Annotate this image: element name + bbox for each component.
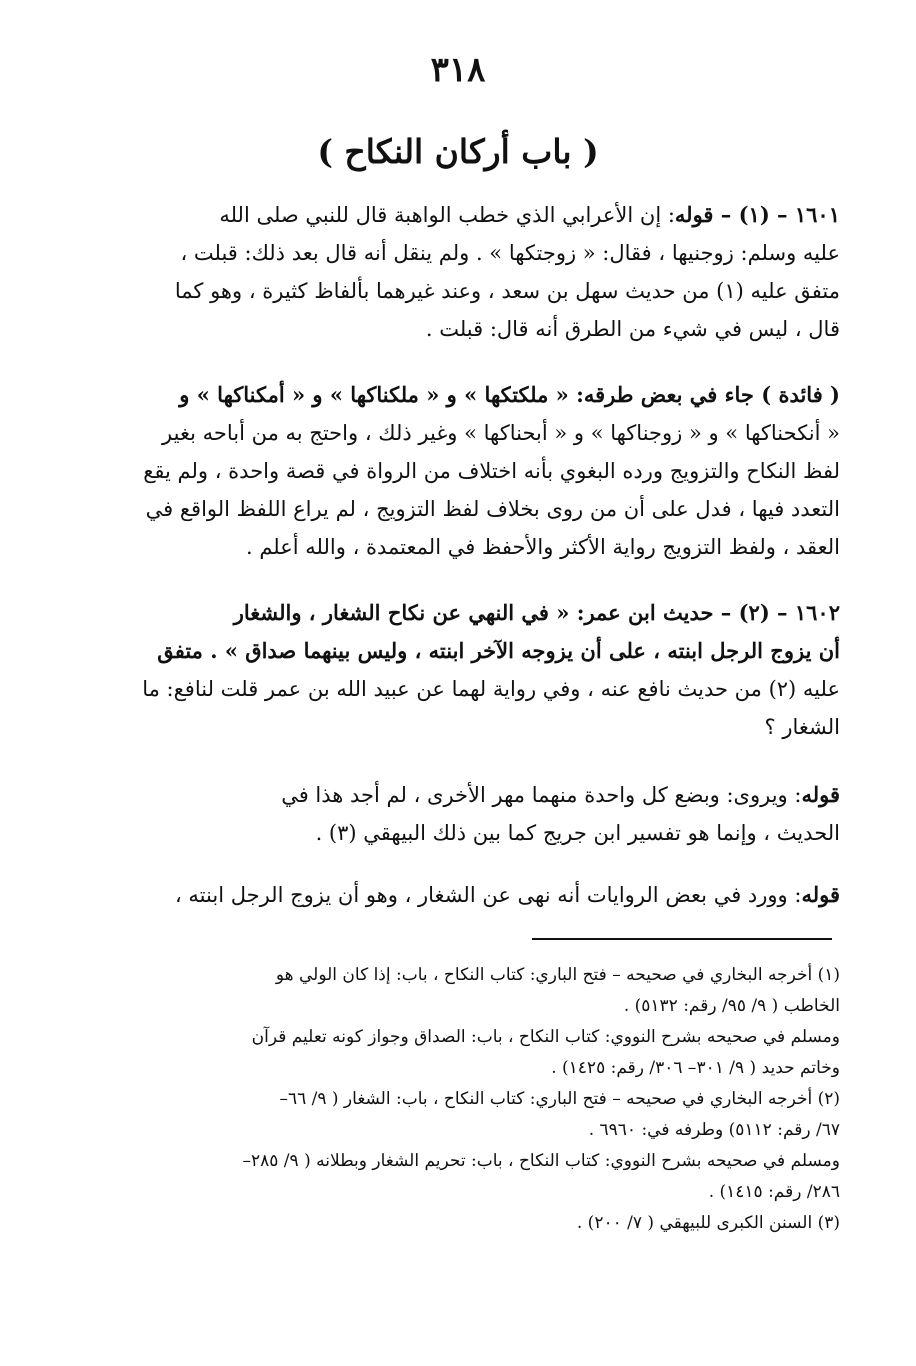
hadith-1601-line-3: متفق عليه (١) من حديث سهل بن سعد ، وعند غيرهما بألفاظ كثيرة ، وهو كما — [174, 279, 840, 303]
hadith-1602-line-2: أن يزوج الرجل ابنته ، على أن يزوجه الآخر ابنته ، وليس بينهما صداق » . متفق — [157, 638, 840, 663]
qawluh-2-line-1: : وورد في بعض الروايات أنه نهى عن الشغار ، وهو أن يزوج الرجل ابنته ، — [174, 883, 802, 907]
qawluh-paragraph-1 — [62, 776, 840, 852]
hadith-1601-line-1: : إن الأعرابي الذي خطب الواهبة قال للنبي صلى الله — [219, 203, 675, 227]
footnotes — [62, 960, 840, 1239]
page-number: ٣١٨ — [430, 50, 486, 90]
faida-line-5: العقد ، ولفظ التزويج رواية الأكثر والأحفظ في المعتمدة ، والله أعلم . — [245, 535, 840, 559]
faida-line-3: لفظ النكاح والتزويج ورده البغوي بأنه اختلاف من الرواة في قصة واحدة ، ولم يقع — [143, 459, 840, 483]
hadith-1602 — [62, 594, 840, 746]
hadith-1601 — [62, 196, 840, 348]
footnote-line: ومسلم في صحيحه بشرح النووي: كتاب النكاح ، باب: تحريم الشغار وبطلانه ( ٩/ ٢٨٥– — [242, 1151, 840, 1171]
hadith-1601-lead: ١٦٠١ – (١) – قوله — [674, 202, 840, 227]
footnote-line: ٦٧/ رقم: ٥١١٢) وطرفه في: ٦٩٦٠ . — [588, 1120, 840, 1140]
qawluh-1-line-1: : ويروى: وبضع كل واحدة منهما مهر الأخرى ، لم أجد هذا في — [281, 783, 802, 807]
faida-line-2: « أنكحناكها » و « زوجناكها » و « أبحناكها » وغير ذلك ، واحتج به من أباحه بغير — [162, 421, 840, 445]
footnote-line: وخاتم حديد ( ٩/ ٣٠١– ٣٠٦/ رقم: ١٤٢٥) . — [551, 1058, 840, 1078]
qawluh-1-lead: قوله — [801, 782, 840, 807]
qawluh-paragraph-2 — [62, 876, 840, 914]
footnote-line: (١) أخرجه البخاري في صحيحه – فتح الباري: كتاب النكاح ، باب: إذا كان الولي هو — [275, 965, 840, 985]
faida-line-4: التعدد فيها ، فدل على أن من روى بخلاف لفظ التزويج ، لم يراع اللفظ الواقع في — [145, 497, 840, 521]
hadith-1602-line-1: ١٦٠٢ – (٢) – حديث ابن عمر: « في النهي عن نكاح الشغار ، والشغار — [233, 600, 840, 625]
footnote-line: (٣) السنن الكبرى للبيهقي ( ٧/ ٢٠٠) . — [576, 1213, 840, 1233]
faida-paragraph — [62, 376, 840, 566]
footnote-line: الخاطب ( ٩/ ٩٥/ رقم: ٥١٣٢) . — [623, 996, 840, 1016]
qawluh-1-line-2: الحديث ، وإنما هو تفسير ابن جريج كما بين ذلك البيهقي (٣) . — [315, 821, 840, 845]
footnote-divider — [532, 938, 832, 940]
footnote-line: (٢) أخرجه البخاري في صحيحه – فتح الباري: كتاب النكاح ، باب: الشغار ( ٩/ ٦٦– — [279, 1089, 840, 1109]
footnote-line: ومسلم في صحيحه بشرح النووي: كتاب النكاح ، باب: الصداق وجواز كونه تعليم قرآن — [251, 1027, 840, 1047]
hadith-1601-line-4: قال ، ليس في شيء من الطرق أنه قال: قبلت . — [425, 317, 840, 341]
hadith-1601-line-2: عليه وسلم: زوجنيها ، فقال: « زوجتكها » . ولم ينقل أنه قال بعد ذلك: قبلت ، — [180, 241, 840, 265]
hadith-1602-line-4: الشغار ؟ — [764, 715, 840, 739]
chapter-title: ( باب أركان النكاح ) — [317, 132, 599, 171]
faida-line-1: ( فائدة ) جاء في بعض طرقه: « ملكتكها » و « ملكناكها » و « أمكناكها » و — [179, 382, 840, 407]
hadith-1602-line-3: عليه (٢) من حديث نافع عنه ، وفي رواية لهما عن عبيد الله بن عمر قلت لنافع: ما — [142, 677, 840, 701]
footnote-line: ٢٨٦/ رقم: ١٤١٥) . — [708, 1182, 840, 1202]
qawluh-2-lead: قوله — [801, 882, 840, 907]
